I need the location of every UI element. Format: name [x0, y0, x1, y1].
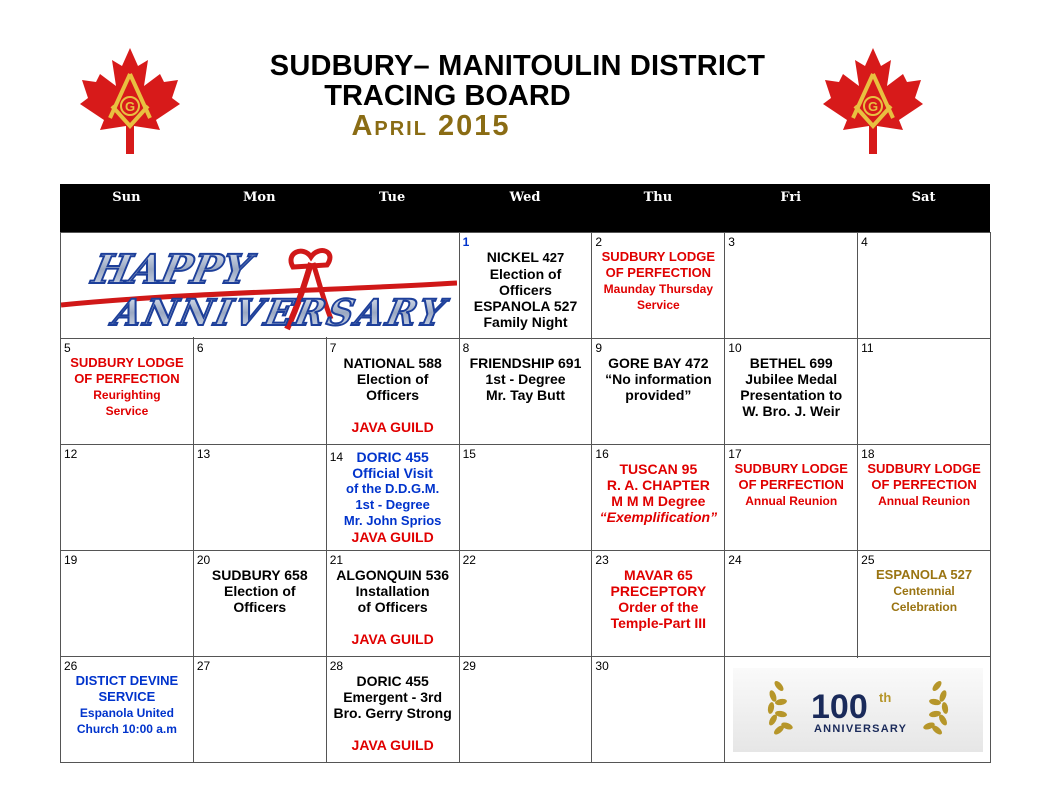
event-title: FRIENDSHIP 691 — [469, 355, 582, 371]
event-line: Jubilee Medal — [745, 371, 838, 387]
calendar-day-9 — [592, 339, 725, 445]
event-line: PRECEPTORY — [610, 583, 707, 599]
event-title: SUDBURY LODGE — [867, 461, 981, 476]
event-line: Centennial — [893, 584, 955, 598]
calendar-day-2 — [592, 233, 725, 339]
badge-suffix: th — [879, 690, 892, 705]
day-number: 19 — [64, 553, 78, 567]
event-line: Election of — [223, 583, 296, 599]
centennial-badge — [727, 658, 989, 762]
title-district: SUDBURY– MANITOULIN DISTRICT — [269, 50, 766, 82]
day-number: 20 — [196, 553, 211, 567]
event-line: Temple-Part III — [610, 615, 707, 631]
event-title: SERVICE — [98, 689, 156, 704]
day-number: 14 — [329, 450, 344, 464]
event-line: 1st - Degree — [355, 497, 430, 512]
day-number: 30 — [595, 659, 609, 673]
event-line: “No information — [605, 371, 712, 387]
calendar-day-23 — [592, 551, 725, 657]
event-line: Official Visit — [352, 465, 433, 481]
title-tracing-board: TRACING BOARD — [324, 80, 571, 112]
anniversary-ribbon-icon — [61, 233, 457, 337]
event-line: Order of the — [618, 599, 699, 615]
event-java-guild: JAVA GUILD — [351, 737, 434, 753]
happy-anniversary-banner — [61, 233, 457, 337]
day-number: 8 — [462, 341, 470, 355]
calendar-day-7 — [327, 339, 460, 445]
event-line: Celebration — [891, 600, 958, 614]
day-number: 22 — [462, 553, 476, 567]
event-title — [330, 449, 456, 465]
calendar-day-4 — [858, 233, 991, 339]
event-title: SUDBURY 658 — [211, 567, 308, 583]
event-line: Officers — [499, 282, 552, 298]
weekday-sun: Sun — [112, 190, 141, 205]
event-line: Annual Reunion — [745, 494, 838, 508]
calendar-day-29 — [460, 657, 593, 763]
laurel-wreath-icon — [733, 668, 983, 752]
event-line: Presentation to — [740, 387, 843, 403]
weekday-fri: Fri — [780, 190, 802, 205]
calendar-day-27 — [194, 657, 327, 763]
event-line: Annual Reunion — [878, 494, 971, 508]
event-java-guild: JAVA GUILD — [351, 419, 434, 435]
day-number: 11 — [861, 341, 874, 355]
event-line: Service — [637, 298, 680, 312]
calendar-day-5 — [61, 339, 194, 445]
calendar-day-10 — [725, 339, 858, 445]
centennial-badge-panel — [733, 668, 983, 752]
day-number: 9 — [595, 341, 603, 355]
event-title: SUDBURY LODGE — [70, 355, 184, 370]
event-title: OF PERFECTION — [871, 477, 977, 492]
event-line: of Officers — [357, 599, 428, 615]
event-title: MAVAR 65 — [623, 567, 693, 583]
event-line: Service — [105, 404, 149, 418]
event-line: Bro. Gerry Strong — [333, 705, 452, 721]
calendar-day-24 — [725, 551, 858, 657]
svg-text:G: G — [867, 99, 879, 114]
day-number: 21 — [329, 553, 344, 567]
event-title: GORE BAY 472 — [608, 355, 709, 371]
calendar-week — [61, 445, 991, 551]
event-line: Maunday Thursday — [603, 282, 714, 296]
calendar-day-1 — [460, 233, 593, 339]
event-title: ALGONQUIN 536 — [336, 567, 450, 583]
calendar-day-26 — [61, 657, 194, 763]
day-number: 25 — [861, 553, 875, 567]
banner-line2: ANNIVERSARY — [109, 291, 449, 334]
calendar-day-8 — [460, 339, 593, 445]
banner-line1: HAPPY — [88, 245, 256, 293]
calendar-day-22 — [460, 551, 593, 657]
weekday-wed: Wed — [509, 190, 541, 205]
calendar-day-18 — [858, 445, 991, 551]
calendar-day-14 — [327, 445, 460, 551]
calendar-day-13 — [194, 445, 327, 551]
weekday-mon: Mon — [243, 190, 276, 205]
day-number: 1 — [462, 235, 470, 249]
day-number: 4 — [861, 235, 868, 249]
event-line: provided” — [625, 387, 692, 403]
event-title: ESPANOLA 527 — [876, 567, 973, 582]
event-title: TUSCAN 95 — [619, 461, 698, 477]
calendar-day-6 — [194, 339, 327, 445]
calendar-day-3 — [725, 233, 858, 339]
event-title — [463, 249, 589, 266]
weekday-header — [60, 184, 990, 232]
event-line: R. A. CHAPTER — [606, 477, 710, 493]
event-line: Officers — [366, 387, 420, 403]
calendar-day-30 — [592, 657, 725, 763]
calendar-week — [61, 339, 991, 445]
event-lodge: DORIC 455 — [356, 449, 429, 465]
event-line: Mr. John Sprios — [343, 513, 442, 528]
event-line: Church 10:00 a.m — [76, 722, 177, 736]
event-title: DORIC 455 — [356, 673, 429, 689]
event-line: of the D.D.G.M. — [346, 481, 440, 496]
day-number: 2 — [595, 235, 603, 249]
weekday-sat: Sat — [911, 190, 936, 205]
event-line: M M M Degree — [611, 493, 706, 509]
event-title: OF PERFECTION — [605, 265, 712, 280]
event-lodge-number: 427 — [542, 250, 565, 265]
day-number: 24 — [728, 553, 742, 567]
event-title: SUDBURY LODGE — [601, 249, 716, 264]
event-title: NATIONAL 588 — [343, 355, 442, 371]
calendar-day-16 — [592, 445, 725, 551]
day-number: 5 — [64, 341, 71, 355]
calendar-day-11 — [858, 339, 991, 445]
day-number: 12 — [64, 447, 78, 461]
day-number: 15 — [462, 447, 476, 461]
day-number: 17 — [728, 447, 742, 461]
day-number: 16 — [595, 447, 609, 461]
day-number: 6 — [196, 341, 204, 355]
event-line: “Exemplification” — [599, 509, 718, 525]
event-title: OF PERFECTION — [74, 371, 180, 386]
event-line: 1st - Degree — [485, 371, 566, 387]
event-line: Election of — [356, 371, 429, 387]
day-number: 13 — [196, 447, 211, 461]
event-line: Mr. Tay Butt — [485, 387, 566, 403]
event-java-guild: JAVA GUILD — [351, 529, 434, 545]
event-line: W. Bro. J. Weir — [742, 403, 841, 419]
calendar-day-17 — [725, 445, 858, 551]
event-title: OF PERFECTION — [738, 477, 844, 492]
calendar-day-25 — [858, 551, 991, 657]
event-line: Officers — [233, 599, 287, 615]
calendar-day-12 — [61, 445, 194, 551]
day-number: 28 — [329, 659, 344, 673]
event-title: SUDBURY LODGE — [734, 461, 848, 476]
day-number: 10 — [728, 341, 742, 355]
event-line: Espanola United — [79, 706, 174, 720]
event-line: Family Night — [483, 314, 568, 330]
day-number: 7 — [329, 341, 337, 355]
day-number: 18 — [861, 447, 875, 461]
calendar-day-20 — [194, 551, 327, 657]
event-line: Election of — [489, 266, 562, 282]
event-title: ESPANOLA 527 — [473, 298, 578, 314]
day-number: 23 — [595, 553, 609, 567]
weekday-tue: Tue — [379, 190, 406, 205]
calendar-day-19 — [61, 551, 194, 657]
event-line: Emergent - 3rd — [343, 689, 443, 705]
calendar-day-28 — [327, 657, 460, 763]
event-java-guild: JAVA GUILD — [351, 631, 434, 647]
svg-text:G: G — [124, 99, 136, 114]
day-number: 29 — [462, 659, 476, 673]
day-number: 26 — [64, 659, 78, 673]
badge-number: 100 — [811, 688, 868, 726]
event-line: Reurighting — [93, 388, 161, 402]
day-number: 27 — [196, 659, 211, 673]
weekday-thu: Thu — [643, 190, 673, 205]
day-number: 3 — [728, 235, 735, 249]
event-line: Installation — [355, 583, 430, 599]
calendar-day-21 — [327, 551, 460, 657]
event-lodge: NICKEL — [486, 249, 539, 265]
event-title: BETHEL 699 — [749, 355, 833, 371]
calendar-week — [61, 551, 991, 657]
title-month: April 2015 — [351, 110, 511, 142]
event-title: DISTICT DEVINE — [75, 673, 179, 688]
calendar-day-15 — [460, 445, 593, 551]
badge-label: ANNIVERSARY — [814, 723, 906, 735]
